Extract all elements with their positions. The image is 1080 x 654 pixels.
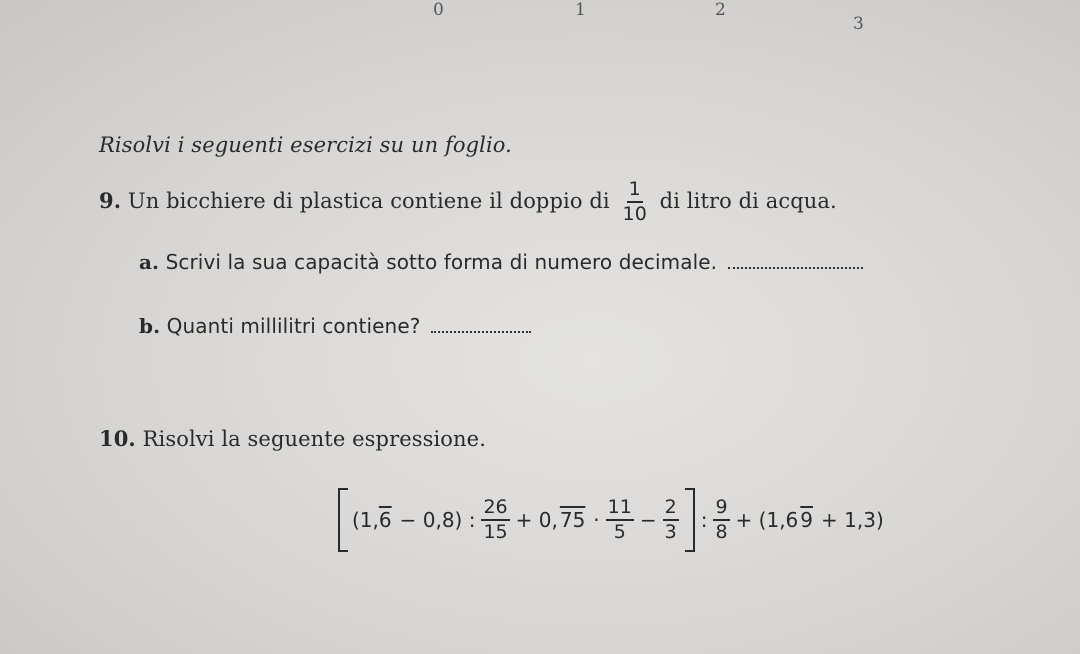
answer-blank[interactable] xyxy=(728,265,863,269)
expr-term: + (1,6 xyxy=(735,508,799,532)
expr-term: (1, xyxy=(352,508,379,532)
expr-term: + 0, xyxy=(515,508,558,532)
fraction xyxy=(606,495,634,543)
fraction-denominator: 3 xyxy=(664,520,677,543)
exercise-9b xyxy=(139,314,531,338)
fraction-numerator: 11 xyxy=(606,498,634,521)
expr-term: − 0,8) : xyxy=(399,508,476,532)
answer-blank[interactable] xyxy=(431,329,531,333)
repeating-digit: 6 xyxy=(378,508,392,532)
item-label: a. xyxy=(139,250,160,274)
statement-text: Un bicchiere di plastica contiene il doppio di xyxy=(127,188,610,213)
expr-term: + 1,3) xyxy=(821,508,884,532)
fraction-numerator: 9 xyxy=(713,498,729,521)
fraction xyxy=(663,495,679,543)
ruler-number: 2 xyxy=(715,0,726,20)
exercise-9-statement xyxy=(99,180,837,225)
division-colon: : xyxy=(700,508,708,532)
instruction-text: Risolvi i seguenti esercizi su un foglio. xyxy=(99,133,512,157)
right-square-bracket xyxy=(685,488,695,552)
fraction-numerator: 2 xyxy=(663,498,679,521)
fraction-denominator: 10 xyxy=(622,202,647,225)
multiply-dot: · xyxy=(593,508,600,532)
ruler-number: 1 xyxy=(575,0,586,20)
math-expression xyxy=(338,480,886,560)
fraction-denominator: 15 xyxy=(483,520,508,543)
fraction-numerator: 26 xyxy=(481,498,509,521)
left-square-bracket xyxy=(338,488,348,552)
exercise-10-statement xyxy=(99,426,486,451)
exercise-number: 10. xyxy=(99,426,136,451)
repeating-digits: 75 xyxy=(559,508,586,532)
fraction-denominator: 8 xyxy=(715,520,728,543)
item-text: Quanti millilitri contiene? xyxy=(166,314,421,338)
item-label: b. xyxy=(139,314,161,338)
statement-text: Risolvi la seguente espressione. xyxy=(142,427,486,451)
fraction-numerator: 1 xyxy=(627,180,643,203)
ruler-number: 0 xyxy=(433,0,444,20)
repeating-digit: 9 xyxy=(800,508,814,532)
item-text: Scrivi la sua capacità sotto forma di numero decimale. xyxy=(165,250,718,274)
exercise-9a xyxy=(139,250,863,274)
fraction xyxy=(621,180,649,225)
fraction-denominator: 5 xyxy=(613,520,626,543)
statement-text: di litro di acqua. xyxy=(659,188,837,213)
exercise-number: 9. xyxy=(99,187,122,213)
minus-sign: − xyxy=(639,508,657,532)
fraction xyxy=(713,495,729,543)
fraction xyxy=(481,495,509,543)
ruler-number: 3 xyxy=(853,14,864,34)
